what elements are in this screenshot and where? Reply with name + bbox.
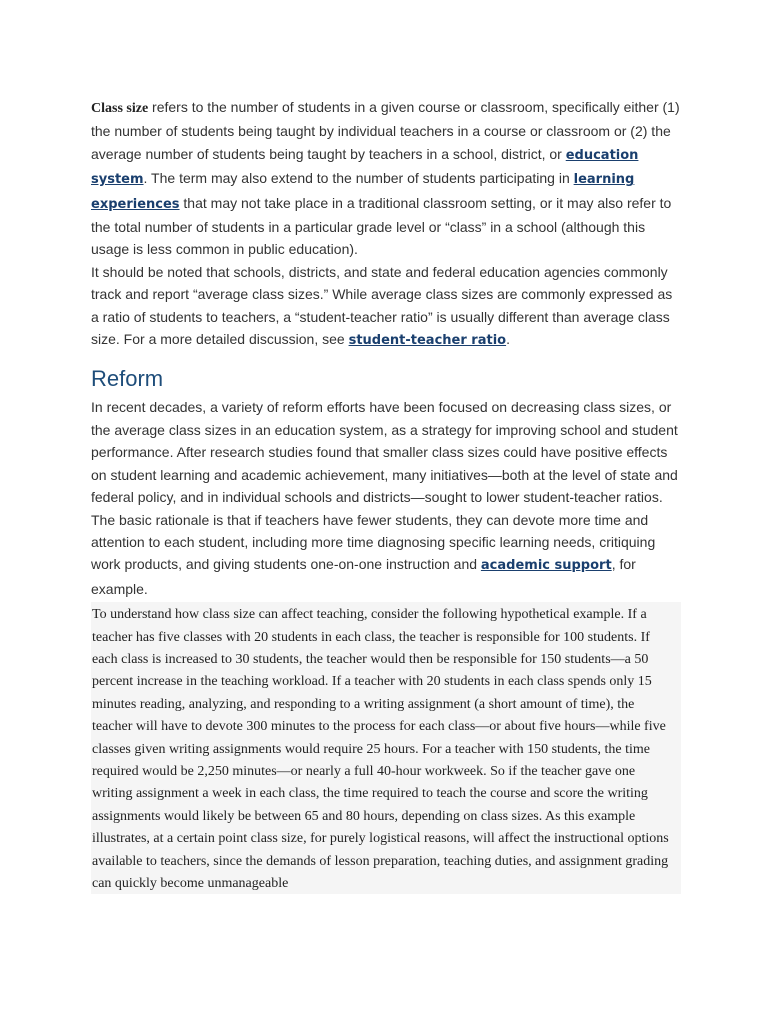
note-paragraph <box>91 261 681 353</box>
note-text-1: It should be noted that schools, districts, and state and federal education agencies commonly track and report “average class sizes.” While average class sizes are commonly expressed as a ratio of students to teachers, a “student-teacher ratio” is usually different than average class size. For a more detailed discussion, see <box>91 263 673 348</box>
term-class-size: Class size <box>91 101 149 116</box>
note-text-2: . <box>506 331 510 348</box>
intro-text-3: that may not take place in a traditional classroom setting, or it may also refer to the total number of students in a particular grade level or “class” in a school (although this usage is less common in public education). <box>91 194 672 258</box>
learning-experiences-link[interactable]: learning experiences <box>91 172 635 212</box>
intro-paragraph <box>91 96 681 261</box>
reform-text-1: In recent decades, a variety of reform efforts have been focused on decreasing class sizes, or the average class sizes in an education system, as a strategy for improving school and student performance. After research studies found that smaller class sizes could have positive effects on student learning and academic achievement, many initiatives—both at the level of state and federal policy, and in individual schools and districts—sought to lower student-teacher ratios. The basic rationale is that if teachers have fewer students, they can devote more time and attention to each student, including more time diagnosing specific learning needs, critiquing work products, and giving students one-on-one instruction and <box>91 399 678 573</box>
student-teacher-ratio-link[interactable]: student-teacher ratio <box>348 333 507 349</box>
intro-text-1: refers to the number of students in a given course or classroom, specifically either (1) the number of students being taught by individual teachers in a course or classroom or (2) the average number of students being taught by teachers in a school, district, or <box>91 99 680 162</box>
intro-text-2: . The term may also extend to the number of students participating in <box>143 170 574 187</box>
education-system-link[interactable]: education system <box>91 147 639 188</box>
reform-heading: Reform <box>91 366 164 392</box>
academic-support-link[interactable]: academic support <box>480 558 612 574</box>
example-blockquote: To understand how class size can affect teaching, consider the following hypothetical example. If a teacher has five classes with 20 students in each class, the teacher is responsible for 100 students. If each class is increased to 30 students, the teacher would then be responsible for 150 students—a 50 percent increase in the teaching workload. If a teacher with 20 students in each class spends only 15 minutes reading, analyzing, and responding to a writing assignment (a short amount of time), the teacher will have to devote 300 minutes to the process for each class—or about five hours—while five classes given writing assignments would require 25 hours. For a teacher with 150 students, the time required would be 2,250 minutes—or nearly a full 40-hour workweek. So if the teacher gave one writing assignment a week in each class, the time required to teach the course and score the writing assignments would likely be between 65 and 80 hours, depending on class sizes. As this example illustrates, at a certain point class size, for purely logistical reasons, will affect the instructional options available to teachers, since the demands of lesson preparation, teaching duties, and assignment grading can quickly become unmanageable <box>91 602 681 894</box>
reform-paragraph <box>91 396 681 600</box>
reform-text-2: , for example. <box>91 556 636 597</box>
article <box>91 96 681 894</box>
